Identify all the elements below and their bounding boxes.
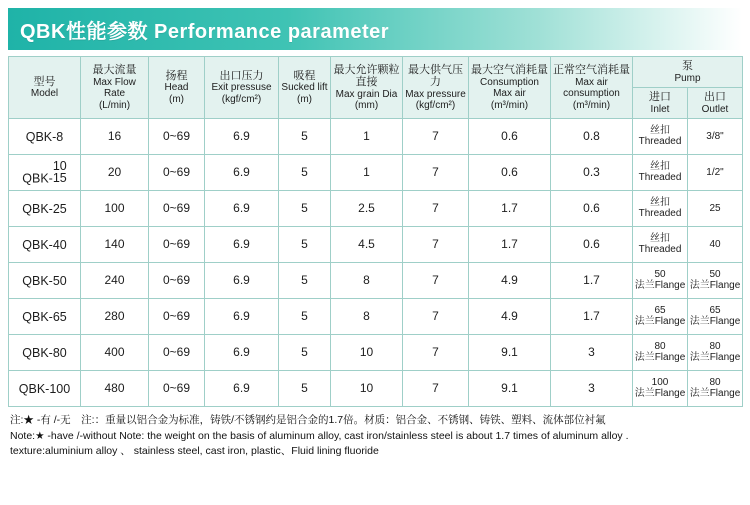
cell-air-norm: 0.6 (551, 191, 633, 227)
cell-inlet (633, 335, 688, 371)
table-row (9, 227, 743, 263)
cell-lift: 5 (279, 299, 331, 335)
cell-outlet-cn: 1/2" (706, 166, 724, 178)
spec-table-wrap (0, 50, 750, 407)
col-header-inlet-en: Inlet (650, 103, 670, 115)
cell-outlet-cn: 50 (709, 269, 721, 281)
cell-head: 0~69 (149, 227, 205, 263)
cell-outlet (688, 191, 743, 227)
cell-head: 0~69 (149, 119, 205, 155)
cell-outlet (688, 371, 743, 407)
cell-air-max: 4.9 (469, 299, 551, 335)
col-header-lift-unit: (m) (297, 93, 312, 105)
cell-grain: 10 (331, 371, 403, 407)
cell-model: QBK-100 (9, 371, 81, 407)
col-header-inlet (633, 88, 688, 119)
col-header-model (9, 57, 81, 119)
cell-inlet-cn: 丝扣 (650, 233, 670, 245)
col-header-flow-cn: 最大流量 (92, 64, 137, 77)
cell-air-max: 9.1 (469, 335, 551, 371)
cell-exit: 6.9 (205, 191, 279, 227)
cell-model-prefix: QBK- (22, 171, 53, 186)
col-header-model-en: Model (30, 88, 59, 100)
cell-outlet (688, 155, 743, 191)
col-header-inlet-cn: 进口 (649, 91, 671, 104)
col-header-head-unit: (m) (169, 93, 184, 105)
cell-head: 0~69 (149, 335, 205, 371)
footnote-line-en-2: texture:aluminium alloy 、 stainless steel, cast iron, plastic、Fluid lining fluoride (10, 444, 379, 457)
cell-inlet (633, 371, 688, 407)
cell-grain: 1 (331, 119, 403, 155)
cell-pressure: 7 (403, 371, 469, 407)
cell-inlet-cn: 100 (651, 377, 669, 389)
footnote-line-en-1: Note:★ -have /-without Note: the weight on the basis of aluminum alloy, cast iron/stainless steel is about 1.7 times of aluminum alloy . (10, 429, 629, 442)
cell-head: 0~69 (149, 263, 205, 299)
cell-inlet (633, 299, 688, 335)
cell-inlet (633, 191, 688, 227)
cell-lift: 5 (279, 119, 331, 155)
cell-air-norm: 3 (551, 371, 633, 407)
col-header-outlet-en: Outlet (701, 103, 729, 115)
cell-pressure: 7 (403, 191, 469, 227)
cell-pressure: 7 (403, 155, 469, 191)
cell-inlet-en: Threaded (638, 207, 682, 219)
col-header-model-cn: 型号 (33, 75, 56, 88)
col-header-airmax-en: Consumption Max air (480, 76, 539, 100)
cell-pressure: 7 (403, 335, 469, 371)
cell-exit: 6.9 (205, 155, 279, 191)
table-row (9, 191, 743, 227)
cell-model: QBK-8 (9, 119, 81, 155)
cell-grain: 4.5 (331, 227, 403, 263)
page-title: QBK性能参数 Performance parameter (20, 20, 390, 43)
cell-outlet (688, 263, 743, 299)
col-header-head (149, 57, 205, 119)
col-header-airnorm-en: Max air consumption (563, 76, 620, 100)
cell-outlet (688, 119, 743, 155)
cell-inlet (633, 155, 688, 191)
cell-air-max: 1.7 (469, 191, 551, 227)
cell-inlet-en: Threaded (638, 171, 682, 183)
cell-outlet-cn: 80 (709, 377, 721, 389)
cell-outlet-en: 法兰Flange (689, 315, 741, 327)
cell-exit: 6.9 (205, 335, 279, 371)
cell-air-norm: 0.8 (551, 119, 633, 155)
cell-model: QBK-40 (9, 227, 81, 263)
cell-head: 0~69 (149, 371, 205, 407)
cell-air-norm: 1.7 (551, 299, 633, 335)
cell-air-max: 4.9 (469, 263, 551, 299)
cell-flow: 280 (81, 299, 149, 335)
col-header-pump-cn: 泵 (682, 60, 693, 72)
cell-inlet (633, 227, 688, 263)
cell-outlet-cn: 80 (709, 341, 721, 353)
col-header-sucked-lift (279, 57, 331, 119)
cell-flow: 240 (81, 263, 149, 299)
col-header-exit-cn: 出口压力 (219, 69, 264, 82)
cell-grain: 2.5 (331, 191, 403, 227)
cell-outlet-cn: 25 (709, 202, 721, 214)
cell-inlet-cn: 65 (654, 305, 666, 317)
col-header-pressure-cn: 最大供气压力 (408, 63, 463, 89)
cell-grain: 8 (331, 263, 403, 299)
cell-model: QBK-80 (9, 335, 81, 371)
col-header-max-pressure (403, 57, 469, 119)
cell-outlet (688, 227, 743, 263)
cell-flow: 480 (81, 371, 149, 407)
col-header-head-en: Head (164, 82, 189, 94)
cell-grain: 1 (331, 155, 403, 191)
col-header-exit-pressure (205, 57, 279, 119)
table-row (9, 263, 743, 299)
cell-air-norm: 0.6 (551, 227, 633, 263)
cell-inlet-cn: 丝扣 (650, 197, 670, 209)
col-header-pressure-en: Max pressure (405, 88, 466, 100)
cell-grain: 8 (331, 299, 403, 335)
cell-lift: 5 (279, 155, 331, 191)
cell-pressure: 7 (403, 263, 469, 299)
cell-grain: 10 (331, 335, 403, 371)
cell-head: 0~69 (149, 191, 205, 227)
cell-inlet-en: 法兰Flange (634, 279, 686, 291)
cell-model: QBK-65 (9, 299, 81, 335)
col-header-flow-en: Max Flow Rate (93, 76, 136, 100)
cell-flow: 140 (81, 227, 149, 263)
cell-inlet-en: 法兰Flange (634, 387, 686, 399)
cell-lift: 5 (279, 191, 331, 227)
col-header-grain-unit: (mm) (354, 100, 379, 112)
cell-outlet-en: 法兰Flange (689, 279, 741, 291)
cell-pressure: 7 (403, 227, 469, 263)
cell-outlet-cn: 40 (709, 238, 721, 250)
col-header-grain-en: Max grain Dia (335, 88, 398, 100)
page-banner (8, 8, 742, 50)
cell-inlet-cn: 80 (654, 341, 666, 353)
cell-outlet-en: 法兰Flange (689, 387, 741, 399)
cell-exit: 6.9 (205, 263, 279, 299)
col-header-max-grain (331, 57, 403, 119)
cell-lift: 5 (279, 227, 331, 263)
col-header-lift-cn: 吸程 (293, 69, 316, 82)
cell-outlet-cn: 65 (709, 305, 721, 317)
col-header-outlet (688, 88, 743, 119)
cell-outlet-en: 法兰Flange (689, 351, 741, 363)
cell-lift: 5 (279, 335, 331, 371)
cell-exit: 6.9 (205, 299, 279, 335)
cell-model: QBK-50 (9, 263, 81, 299)
cell-flow: 16 (81, 119, 149, 155)
cell-outlet (688, 335, 743, 371)
table-row (9, 119, 743, 155)
col-header-exit-unit: (kgf/cm²) (221, 93, 262, 105)
cell-inlet-cn: 丝扣 (650, 125, 670, 137)
cell-air-norm: 0.3 (551, 155, 633, 191)
cell-air-norm: 3 (551, 335, 633, 371)
table-row (9, 371, 743, 407)
cell-lift: 5 (279, 263, 331, 299)
col-header-max-air (469, 57, 551, 119)
cell-flow: 400 (81, 335, 149, 371)
col-header-airmax-unit: (m³/min) (490, 99, 529, 111)
cell-exit: 6.9 (205, 227, 279, 263)
cell-exit: 6.9 (205, 119, 279, 155)
cell-pressure: 7 (403, 119, 469, 155)
cell-pressure: 7 (403, 299, 469, 335)
table-row (9, 155, 743, 191)
col-header-normal-air (551, 57, 633, 119)
col-header-airmax-cn: 最大空气消耗量 (471, 64, 548, 77)
cell-inlet-en: 法兰Flange (634, 351, 686, 363)
cell-air-max: 9.1 (469, 371, 551, 407)
col-header-airnorm-cn: 正常空气消耗量 (553, 64, 630, 77)
cell-head: 0~69 (149, 299, 205, 335)
col-header-pump-en: Pump (674, 72, 701, 84)
cell-flow: 20 (81, 155, 149, 191)
cell-inlet-cn: 50 (654, 269, 666, 281)
col-header-flow-unit: (L/min) (98, 99, 131, 111)
cell-air-norm: 1.7 (551, 263, 633, 299)
cell-exit: 6.9 (205, 371, 279, 407)
cell-lift: 5 (279, 371, 331, 407)
cell-model-bottom: 15 (52, 171, 67, 186)
cell-inlet (633, 263, 688, 299)
cell-model: QBK-25 (9, 191, 81, 227)
col-header-grain-cn: 最大允许颗粒直接 (333, 63, 400, 89)
cell-outlet-cn: 3/8" (706, 130, 724, 142)
cell-air-max: 0.6 (469, 155, 551, 191)
table-header-row-1 (9, 57, 743, 88)
performance-parameter-table (8, 56, 743, 407)
cell-inlet-en: Threaded (638, 243, 682, 255)
footnote-line-cn: 注:★ -有 /-无 注:：重量以铝合金为标准，铸铁/不锈钢约是铝合金的1.7倍。材质：铝合金、不锈钢、铸铁、塑料、流体部位衬氟 (10, 414, 606, 427)
spec-sheet-page (0, 8, 750, 505)
cell-head: 0~69 (149, 155, 205, 191)
col-header-pump (633, 57, 743, 88)
cell-inlet (633, 119, 688, 155)
cell-model-fraction (53, 160, 67, 185)
footnotes (0, 407, 750, 459)
cell-model (9, 155, 81, 191)
cell-air-max: 1.7 (469, 227, 551, 263)
col-header-lift-en: Sucked lift (281, 82, 328, 94)
cell-inlet-cn: 丝扣 (650, 161, 670, 173)
col-header-pressure-unit: (kgf/cm²) (415, 100, 456, 112)
cell-flow: 100 (81, 191, 149, 227)
col-header-head-cn: 扬程 (165, 69, 188, 82)
cell-inlet-en: Threaded (638, 135, 682, 147)
cell-model-top: 10 (52, 158, 67, 173)
col-header-flow (81, 57, 149, 119)
col-header-exit-en: Exit pressuse (211, 82, 272, 94)
cell-air-max: 0.6 (469, 119, 551, 155)
table-row (9, 335, 743, 371)
table-row (9, 299, 743, 335)
cell-outlet (688, 299, 743, 335)
cell-inlet-en: 法兰Flange (634, 315, 686, 327)
col-header-airnorm-unit: (m³/min) (572, 99, 611, 111)
col-header-outlet-cn: 出口 (704, 91, 726, 104)
